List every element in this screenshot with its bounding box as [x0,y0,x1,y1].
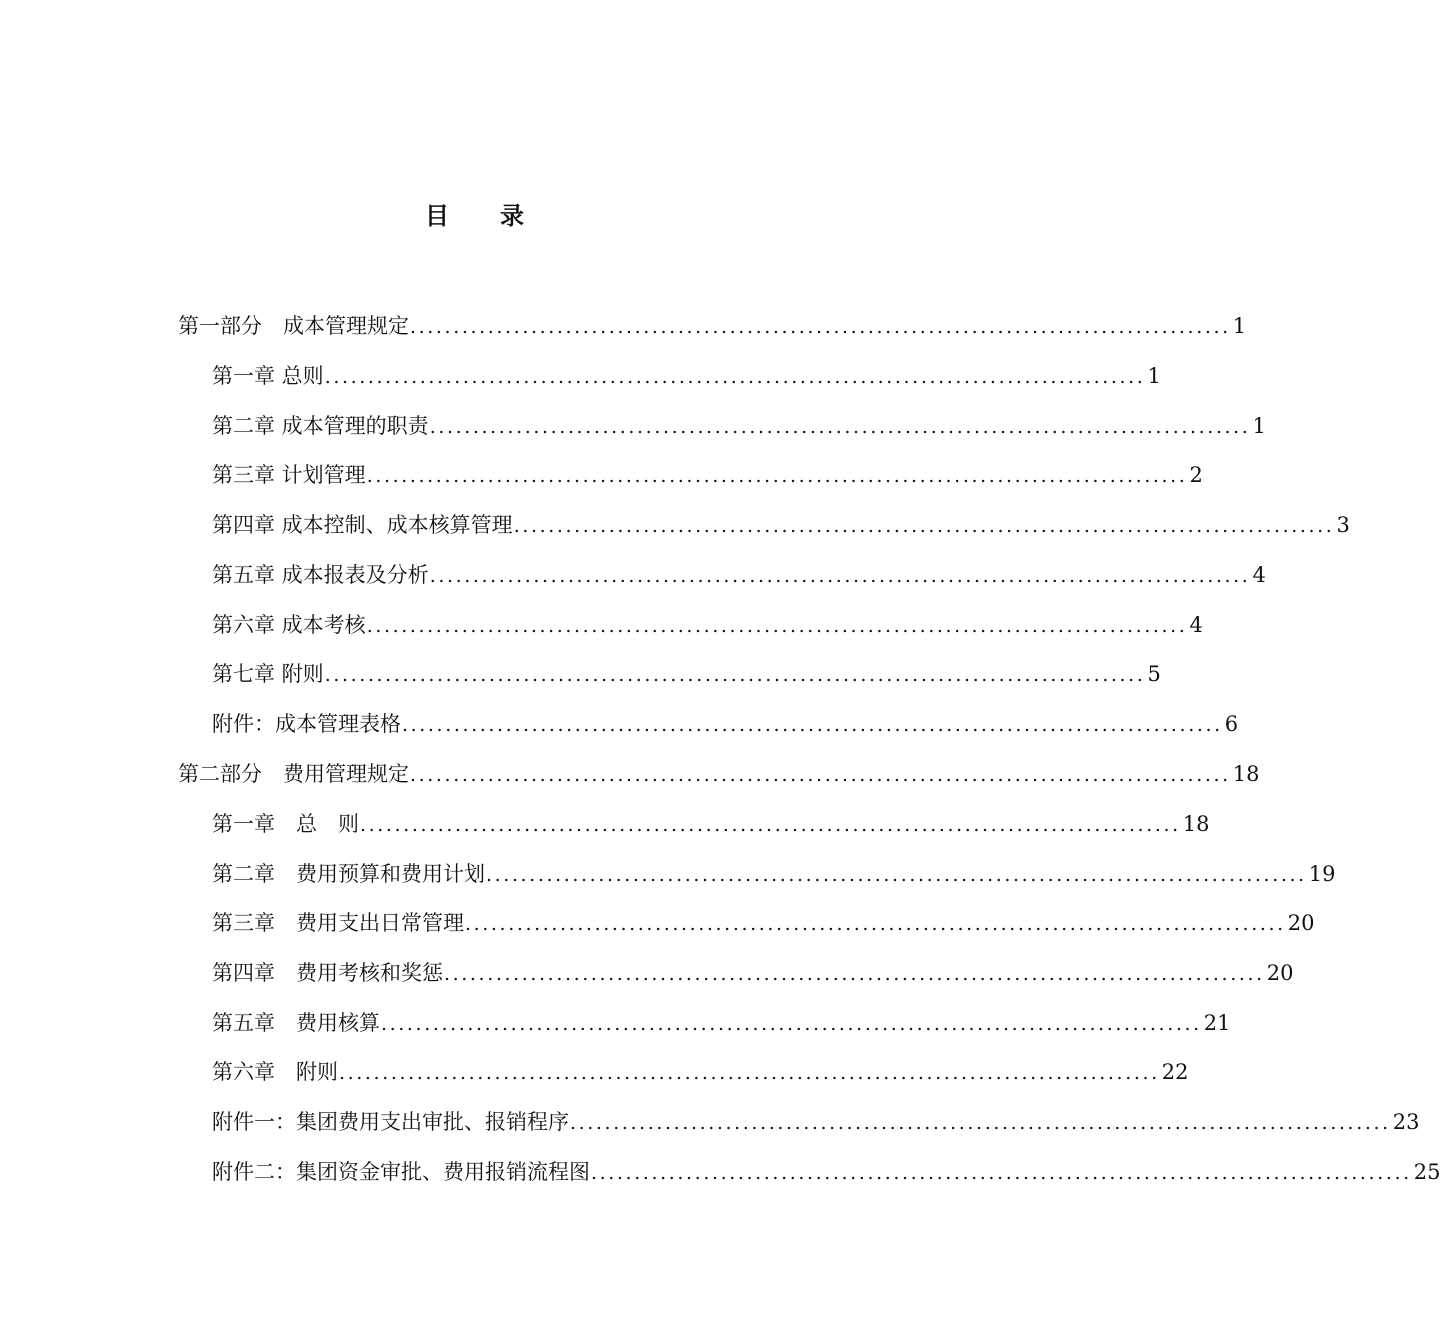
toc-entry-label: 第二部分 费用管理规定 [178,762,409,786]
toc-entry-label: 第一章 总 则 [212,812,359,836]
toc-page-number: 2 [1189,463,1203,487]
toc-page-number: 4 [1189,613,1203,637]
toc-page-number: 1 [1147,364,1161,388]
toc-dot-leader: ............................................................................................... [366,615,1188,637]
toc-entry-label: 第五章 费用核算 [212,1011,380,1035]
toc-dot-leader: ............................................................................................... [465,913,1286,935]
toc-page-number: 20 [1287,911,1315,935]
toc-entry [212,600,1203,650]
toc-title: 目 录 [425,201,525,230]
toc-page-number: 1 [1232,314,1247,338]
toc-entry [212,849,1336,899]
toc-entry [212,799,1210,849]
toc-dot-leader: ............................................................................................... [339,1062,1160,1084]
toc-entry-label: 附件一：集团费用支出审批、报销程序 [212,1110,569,1134]
toc-entry-label: 第一部分 成本管理规定 [178,314,409,338]
toc-entry-label: 第六章 附则 [212,1060,338,1084]
toc-entry [212,401,1266,451]
toc-entry-label: 第一章 总则 [212,364,324,388]
toc-page-number: 4 [1252,563,1266,587]
toc-page-number: 22 [1161,1060,1189,1084]
toc-dot-leader: ............................................................................................... [513,515,1335,537]
toc-entry-appendix [212,699,1239,749]
toc-entry [212,500,1350,550]
toc-entry-label: 第三章 费用支出日常管理 [212,911,464,935]
toc-dot-leader: ............................................................................................... [486,864,1307,886]
toc-page-number: 20 [1266,961,1294,985]
toc-dot-leader: ............................................................................................... [444,963,1265,985]
toc-entry [212,1047,1189,1097]
toc-page-number: 25 [1413,1160,1441,1184]
toc-page-number: 18 [1182,812,1210,836]
toc-entry [212,948,1294,998]
toc-entry-label: 附件二：集团资金审批、费用报销流程图 [212,1160,590,1184]
toc-page-number: 5 [1147,662,1161,686]
toc-page-number: 6 [1224,712,1239,736]
toc-entry-label: 第七章 附则 [212,662,324,686]
toc-entry-appendix [212,1097,1420,1147]
toc-dot-leader: ............................................................................................... [324,664,1146,686]
toc-entry-label: 附件：成本管理表格 [212,712,401,736]
toc-dot-leader: ............................................................................................... [324,366,1146,388]
toc-entry-label: 第二章 成本管理的职责 [212,414,429,438]
toc-entry-label: 第四章 成本控制、成本核算管理 [212,513,513,537]
toc-entry [212,550,1266,600]
toc-page-number: 18 [1232,762,1260,786]
toc-entry-label: 第六章 成本考核 [212,613,366,637]
toc-entry-label: 第二章 费用预算和费用计划 [212,862,485,886]
toc-entry [212,898,1315,948]
toc-dot-leader: ............................................................................................... [591,1162,1412,1184]
toc-entry-part-1 [178,301,1247,351]
toc-dot-leader: ............................................................................................... [410,316,1231,338]
toc-entry-label: 第五章 成本报表及分析 [212,563,429,587]
toc-entry-label: 第四章 费用考核和奖惩 [212,961,443,985]
toc-page-number: 1 [1252,414,1266,438]
toc-dot-leader: ............................................................................................... [410,764,1231,786]
toc-dot-leader: ............................................................................................... [429,565,1251,587]
toc-dot-leader: ............................................................................................... [366,465,1188,487]
toc-entry-part-2 [178,749,1260,799]
toc-page-number: 3 [1336,513,1350,537]
toc-entry [212,649,1161,699]
toc-entry-label: 第三章 计划管理 [212,463,366,487]
toc-dot-leader: ............................................................................................... [402,714,1223,736]
toc-dot-leader: ............................................................................................... [570,1112,1391,1134]
toc-dot-leader: ............................................................................................... [429,416,1251,438]
toc-page-number: 19 [1308,862,1336,886]
toc-entry-appendix [212,1147,1441,1197]
toc-page-number: 23 [1392,1110,1420,1134]
toc-entry [212,351,1161,401]
toc-page-number: 21 [1203,1011,1231,1035]
toc-dot-leader: ............................................................................................... [381,1013,1202,1035]
toc-entry [212,998,1231,1048]
toc-dot-leader: ............................................................................................... [360,814,1181,836]
toc-entry [212,450,1203,500]
